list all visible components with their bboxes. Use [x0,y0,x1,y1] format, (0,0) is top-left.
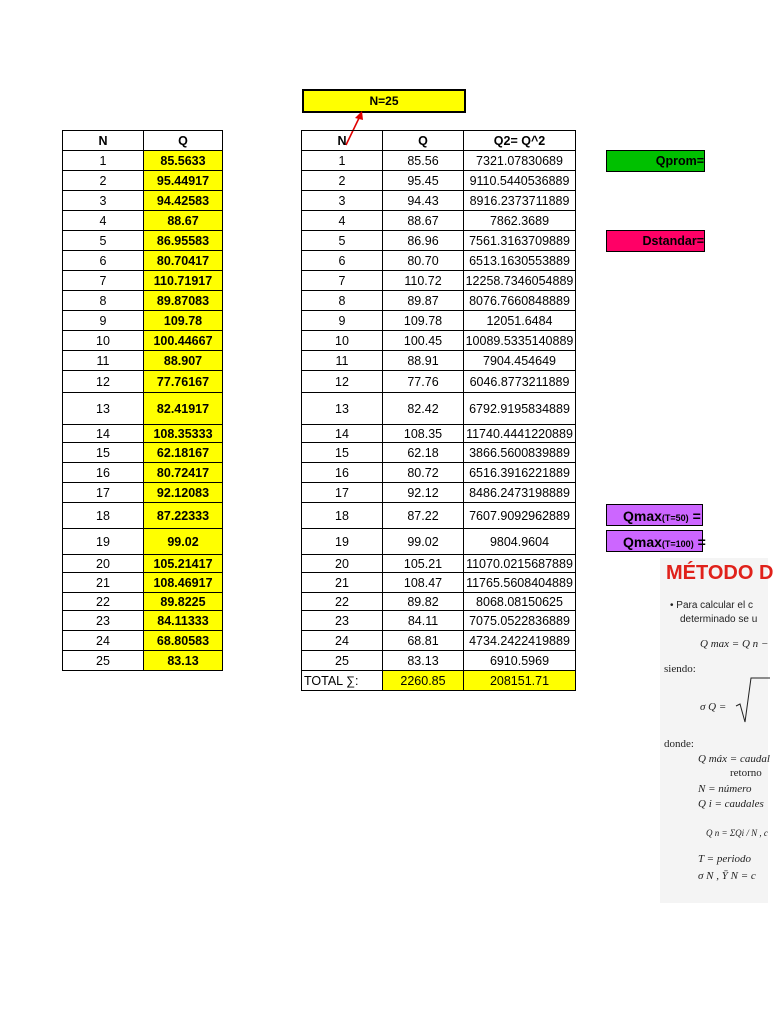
table-row [63,231,223,251]
qmax-t100-sub: (T=100) [661,539,694,549]
cell-q: 105.21417 [144,555,223,573]
cell-q: 89.87083 [144,291,223,311]
cell-q: 83.13 [383,651,464,671]
cell-n: 18 [302,503,383,529]
table-row [302,251,576,271]
cell-q: 84.11 [383,611,464,631]
table-row [302,573,576,593]
cell-q: 68.81 [383,631,464,651]
cell-n: 9 [302,311,383,331]
cell-q: 109.78 [383,311,464,331]
cell-n: 18 [63,503,144,529]
cell-q: 95.45 [383,171,464,191]
cell-q: 89.87 [383,291,464,311]
cell-n: 12 [63,371,144,393]
cell-q: 77.76167 [144,371,223,393]
table-row [302,631,576,651]
table-row [63,291,223,311]
table-row [302,651,576,671]
right-data-table [301,130,576,691]
cell-n: 19 [63,529,144,555]
cell-n: 6 [302,251,383,271]
cell-q: 86.95583 [144,231,223,251]
table-row [63,483,223,503]
qmax-t100-label [606,530,706,552]
cell-q: 62.18167 [144,443,223,463]
sqrt-sign-icon [736,676,770,724]
cell-q2: 8486.2473198889 [464,483,576,503]
cell-n: 21 [63,573,144,593]
table-row [63,331,223,351]
cell-q: 83.13 [144,651,223,671]
method-reference-image [660,558,773,903]
header-q: Q [383,131,464,151]
cell-n: 7 [63,271,144,291]
qprom-label: Qprom= [606,150,705,172]
cell-q2: 8068.08150625 [464,593,576,611]
cell-n: 13 [63,393,144,425]
table-row [63,425,223,443]
table-row [63,503,223,529]
cell-n: 24 [63,631,144,651]
cell-q2: 8076.7660848889 [464,291,576,311]
cell-q: 82.41917 [144,393,223,425]
cell-q: 62.18 [383,443,464,463]
cell-q2: 7321.07830689 [464,151,576,171]
table-row [302,311,576,331]
cell-n: 15 [302,443,383,463]
cell-n: 1 [63,151,144,171]
qmax-t100-tail: = [693,534,706,550]
cell-n: 4 [302,211,383,231]
cell-q2: 12051.6484 [464,311,576,331]
cell-q: 100.45 [383,331,464,351]
cell-q: 85.56 [383,151,464,171]
cell-q: 80.72417 [144,463,223,483]
cell-q2: 7075.0522836889 [464,611,576,631]
cell-n: 13 [302,393,383,425]
table-row [63,593,223,611]
table-row [302,593,576,611]
method-donde: donde: [664,738,694,750]
cell-q2: 6046.8773211889 [464,371,576,393]
cell-n: 12 [302,371,383,393]
cell-q: 108.35333 [144,425,223,443]
cell-q: 80.70 [383,251,464,271]
cell-q: 108.47 [383,573,464,593]
method-def-6: T = periodo [698,853,752,865]
cell-q: 94.42583 [144,191,223,211]
cell-q2: 8916.2373711889 [464,191,576,211]
cell-q: 88.91 [383,351,464,371]
cell-n: 4 [63,211,144,231]
cell-n: 19 [302,529,383,555]
table-row [302,611,576,631]
table-row [63,443,223,463]
method-def-5: Q n = ΣQi / N , c [706,828,768,838]
table-row [63,631,223,651]
cell-q: 88.67 [144,211,223,231]
table-row [302,291,576,311]
cell-q: 109.78 [144,311,223,331]
cell-n: 5 [63,231,144,251]
cell-q: 82.42 [383,393,464,425]
cell-n: 16 [63,463,144,483]
table-row [302,191,576,211]
cell-q: 86.96 [383,231,464,251]
qmax-t50-main: Qmax [623,508,662,524]
cell-n: 8 [63,291,144,311]
cell-q2: 3866.5600839889 [464,443,576,463]
cell-q2: 4734.2422419889 [464,631,576,651]
table-row [302,483,576,503]
table-row [63,573,223,593]
cell-n: 2 [302,171,383,191]
cell-n: 17 [302,483,383,503]
cell-n: 6 [63,251,144,271]
table-row [302,351,576,371]
cell-q2: 6513.1630553889 [464,251,576,271]
header-q2: Q2= Q^2 [464,131,576,151]
cell-n: 1 [302,151,383,171]
cell-q2: 6516.3916221889 [464,463,576,483]
cell-n: 25 [63,651,144,671]
table-row [302,503,576,529]
table-row [63,311,223,331]
qmax-t50-label [606,504,703,526]
cell-n: 10 [302,331,383,351]
cell-q2: 9804.9604 [464,529,576,555]
cell-q: 87.22 [383,503,464,529]
qmax-t100-main: Qmax [623,534,662,550]
table-row [302,151,576,171]
table-row [63,251,223,271]
cell-n: 7 [302,271,383,291]
cell-q: 105.21 [383,555,464,573]
cell-q: 92.12 [383,483,464,503]
table-row [63,651,223,671]
table-row [63,171,223,191]
cell-q: 108.46917 [144,573,223,593]
total-q2: 208151.71 [464,671,576,691]
table-row [302,211,576,231]
cell-q: 100.44667 [144,331,223,351]
cell-n: 22 [63,593,144,611]
method-siendo: siendo: [664,663,696,675]
cell-n: 24 [302,631,383,651]
cell-n: 11 [302,351,383,371]
cell-q: 94.43 [383,191,464,211]
cell-q: 89.82 [383,593,464,611]
table-row [302,371,576,393]
cell-q: 99.02 [144,529,223,555]
cell-n: 20 [63,555,144,573]
total-row [302,671,576,691]
table-row [63,611,223,631]
n-count-label: N=25 [302,89,466,113]
cell-n: 23 [302,611,383,631]
table-row [302,425,576,443]
method-bullet-line-1: • Para calcular el c [670,600,753,611]
table-row [302,171,576,191]
cell-n: 2 [63,171,144,191]
cell-q2: 7561.3163709889 [464,231,576,251]
cell-q2: 11765.5608404889 [464,573,576,593]
total-q: 2260.85 [383,671,464,691]
cell-q: 85.5633 [144,151,223,171]
table-row [63,351,223,371]
cell-q: 108.35 [383,425,464,443]
cell-q2: 7607.9092962889 [464,503,576,529]
cell-q: 68.80583 [144,631,223,651]
cell-n: 21 [302,573,383,593]
table-row [63,393,223,425]
cell-q2: 12258.7346054889 [464,271,576,291]
cell-n: 5 [302,231,383,251]
cell-q2: 11740.4441220889 [464,425,576,443]
cell-q2: 11070.0215687889 [464,555,576,573]
table-row [302,463,576,483]
table-row [63,371,223,393]
header-n: N [63,131,144,151]
cell-n: 17 [63,483,144,503]
table-row [63,529,223,555]
method-def-1: Q máx = caudal [698,753,770,765]
table-row [63,271,223,291]
total-label: TOTAL ∑: [302,671,383,691]
method-bullet-line-2: determinado se u [680,614,758,625]
cell-q: 84.11333 [144,611,223,631]
method-def-3: N = número [698,783,752,795]
dstandar-label: Dstandar= [606,230,705,252]
table-row [302,443,576,463]
table-row [63,191,223,211]
cell-n: 3 [302,191,383,211]
cell-q: 77.76 [383,371,464,393]
table-row [302,393,576,425]
table-header-row [302,131,576,151]
cell-q: 110.72 [383,271,464,291]
cell-n: 15 [63,443,144,463]
left-data-table [62,130,223,671]
qmax-t50-tail: = [688,508,701,524]
cell-n: 16 [302,463,383,483]
method-def-4: Q i = caudales [698,798,764,810]
method-title: MÉTODO D [666,562,773,584]
table-row [302,271,576,291]
table-row [63,151,223,171]
table-row [302,331,576,351]
table-row [63,463,223,483]
cell-q2: 6910.5969 [464,651,576,671]
cell-n: 22 [302,593,383,611]
cell-q: 110.71917 [144,271,223,291]
cell-q2: 9110.5440536889 [464,171,576,191]
header-n: N [302,131,383,151]
table-header-row [63,131,223,151]
header-q: Q [144,131,223,151]
cell-n: 25 [302,651,383,671]
cell-q: 88.907 [144,351,223,371]
cell-q2: 10089.5335140889 [464,331,576,351]
cell-n: 14 [63,425,144,443]
cell-n: 9 [63,311,144,331]
cell-n: 20 [302,555,383,573]
table-row [63,211,223,231]
table-row [302,529,576,555]
method-formula-sigma: σ Q = [700,701,727,713]
cell-n: 8 [302,291,383,311]
cell-n: 3 [63,191,144,211]
cell-q: 80.72 [383,463,464,483]
table-row [302,231,576,251]
cell-q: 80.70417 [144,251,223,271]
table-row [302,555,576,573]
cell-q: 89.8225 [144,593,223,611]
cell-q: 92.12083 [144,483,223,503]
cell-q2: 6792.9195834889 [464,393,576,425]
cell-q2: 7862.3689 [464,211,576,231]
cell-q: 87.22333 [144,503,223,529]
method-def-2: retorno [730,767,762,779]
qmax-t50-sub: (T=50) [661,513,689,523]
cell-q: 95.44917 [144,171,223,191]
method-formula-qmax: Q max = Q n − [700,638,769,650]
method-def-7: σ N , Ȳ N = c [698,870,756,882]
cell-q: 99.02 [383,529,464,555]
cell-q: 88.67 [383,211,464,231]
cell-n: 10 [63,331,144,351]
cell-n: 23 [63,611,144,631]
table-row [63,555,223,573]
cell-n: 14 [302,425,383,443]
cell-q2: 7904.454649 [464,351,576,371]
cell-n: 11 [63,351,144,371]
